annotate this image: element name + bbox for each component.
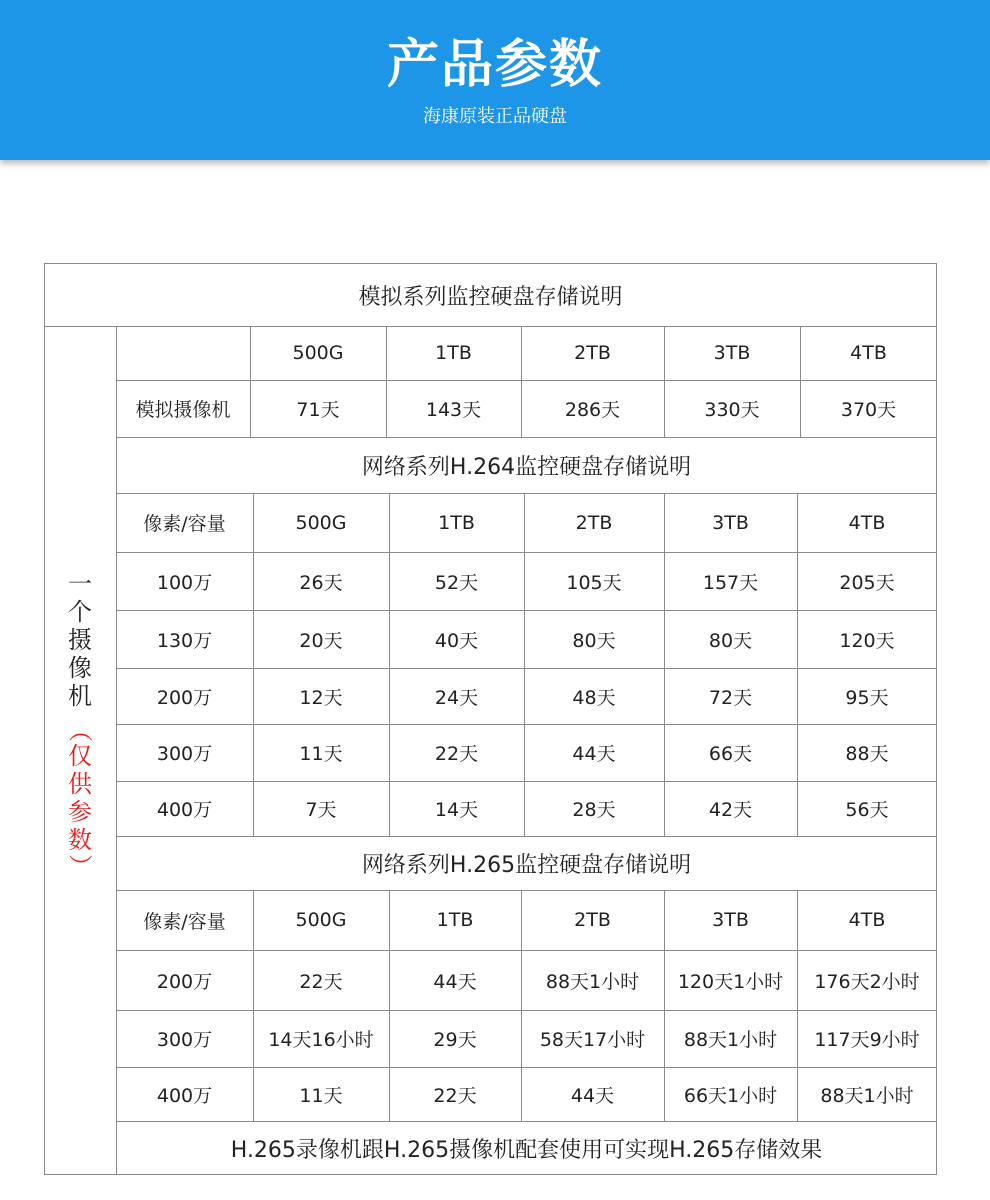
h265-row-label: 400万 [156, 1084, 213, 1107]
grid-line-v [386, 380, 387, 437]
grid-line-v [664, 1010, 665, 1067]
h265-value-cell: 88天1小时 [683, 1029, 778, 1051]
grid-line-v [797, 610, 798, 668]
h264-value-cell: 11天 [299, 743, 343, 765]
grid-line-v [524, 781, 525, 836]
grid-line-v [389, 1010, 390, 1067]
h264-value-cell: 72天 [708, 686, 753, 709]
grid-line-v [253, 781, 254, 836]
h265-value-cell: 22天 [433, 1084, 477, 1107]
grid-line-v [664, 724, 665, 781]
page-title: 产品参数 [386, 35, 603, 95]
h265-value-cell: 14天16小时 [268, 1029, 374, 1051]
grid-line-v [797, 781, 798, 836]
analog-header-label [116, 326, 250, 380]
grid-line-v [253, 1010, 254, 1067]
h265-section-title: 网络系列H.265监控硬盘存储说明 [361, 852, 692, 878]
h264-row-label: 130万 [156, 629, 213, 652]
grid-line-v [521, 1067, 522, 1121]
note-paren-close: ） [66, 854, 94, 878]
h265-capacity-header: 1TB [436, 909, 474, 931]
h265-value-cell: 11天 [299, 1084, 343, 1107]
grid-line-v [250, 326, 251, 380]
grid-line-v [389, 552, 390, 610]
analog-capacity-header: 1TB [435, 342, 472, 364]
grid-line-v [389, 493, 390, 552]
note-char: 数 [68, 826, 92, 854]
grid-line-v [389, 950, 390, 1010]
grid-line-v [521, 326, 522, 380]
note-char: 参 [68, 798, 92, 826]
grid-line-v [664, 950, 665, 1010]
grid-line-v [253, 890, 254, 950]
analog-section-title: 模拟系列监控硬盘存储说明 [358, 284, 623, 310]
h265-capacity-header: 500G [295, 909, 347, 931]
grid-line-v [664, 380, 665, 437]
analog-capacity-header: 3TB [713, 342, 751, 364]
h265-value-cell: 88天1小时 [820, 1084, 914, 1107]
h264-value-cell: 44天 [572, 743, 616, 765]
h265-capacity-header: 2TB [574, 909, 611, 931]
grid-line-v [389, 781, 390, 836]
grid-line-v [253, 1067, 254, 1121]
grid-line-v [389, 668, 390, 724]
grid-line-v [524, 724, 525, 781]
grid-line-v [664, 781, 665, 836]
h264-row-label: 100万 [156, 571, 213, 594]
h264-value-cell: 24天 [434, 686, 479, 709]
side-label [44, 570, 116, 878]
grid-line-v [524, 668, 525, 724]
grid-line-v [253, 610, 254, 668]
h265-value-cell: 22天 [299, 970, 343, 993]
grid-line-v [253, 724, 254, 781]
grid-line-v [521, 890, 522, 950]
analog-row-label: 模拟摄像机 [135, 399, 231, 421]
grid-line-v [664, 610, 665, 668]
analog-value-cell: 71天 [296, 399, 340, 421]
h264-value-cell: 80天 [572, 629, 616, 652]
h264-capacity-header: 2TB [575, 511, 613, 534]
note-char: 供 [68, 770, 92, 798]
analog-value-cell: 286天 [564, 399, 621, 421]
h265-row-label: 200万 [156, 970, 213, 993]
h264-value-cell: 22天 [434, 743, 479, 765]
h264-value-cell: 56天 [845, 799, 889, 821]
grid-line-v [797, 1067, 798, 1121]
grid-line-v [521, 1010, 522, 1067]
h264-value-cell: 88天 [845, 743, 889, 765]
h264-value-cell: 12天 [299, 686, 343, 709]
h264-value-cell: 105天 [566, 571, 622, 594]
page-subtitle: 海康原装正品硬盘 [423, 106, 567, 127]
side-label-char: 摄 [68, 626, 92, 654]
grid-line-v [664, 1067, 665, 1121]
h264-value-cell: 120天 [839, 629, 895, 652]
grid-line-v [664, 668, 665, 724]
h265-row-label: 300万 [156, 1029, 213, 1051]
h265-value-cell: 44天 [433, 970, 477, 993]
grid-line-v [524, 610, 525, 668]
grid-line-v [800, 380, 801, 437]
h264-capacity-header: 4TB [848, 511, 886, 534]
h264-value-cell: 26天 [299, 571, 343, 594]
grid-line-v [664, 493, 665, 552]
h265-value-cell: 176天2小时 [814, 970, 920, 993]
grid-line-v [253, 668, 254, 724]
h265-capacity-header: 4TB [848, 909, 886, 931]
h264-value-cell: 28天 [572, 799, 616, 821]
header-banner [0, 0, 990, 160]
h264-row-label: 200万 [156, 686, 213, 709]
grid-line-v [797, 950, 798, 1010]
h264-value-cell: 80天 [708, 629, 753, 652]
grid-line-v [797, 1010, 798, 1067]
grid-line-v [797, 668, 798, 724]
analog-capacity-header: 500G [292, 342, 344, 364]
grid-line-v [664, 326, 665, 380]
h264-value-cell: 157天 [702, 571, 759, 594]
grid-line-v [389, 1067, 390, 1121]
grid-line-v [253, 493, 254, 552]
analog-value-cell: 370天 [840, 399, 897, 421]
h265-value-cell: 58天17小时 [539, 1029, 646, 1051]
h264-header-label: 像素/容量 [143, 513, 226, 535]
note-paren-open: （ [66, 718, 94, 742]
h264-value-cell: 42天 [708, 799, 753, 821]
h265-value-cell: 44天 [570, 1084, 615, 1107]
h264-value-cell: 14天 [434, 799, 479, 821]
h264-value-cell: 48天 [572, 686, 616, 709]
analog-capacity-header: 4TB [850, 342, 887, 364]
h265-value-cell: 120天1小时 [677, 970, 784, 993]
h264-capacity-header: 1TB [438, 511, 475, 534]
h264-value-cell: 95天 [845, 686, 889, 709]
h264-value-cell: 52天 [434, 571, 479, 594]
grid-line-v [521, 950, 522, 1010]
grid-line-v [389, 724, 390, 781]
h264-value-cell: 7天 [305, 799, 337, 821]
h264-row-label: 300万 [156, 743, 213, 765]
grid-line-v [664, 890, 665, 950]
h264-section-title: 网络系列H.264监控硬盘存储说明 [361, 454, 692, 480]
grid-line-v [386, 326, 387, 380]
grid-line-v [524, 493, 525, 552]
grid-line-v [800, 326, 801, 380]
grid-line-v [797, 493, 798, 552]
side-label-char: 像 [68, 654, 92, 682]
analog-value-cell: 330天 [704, 399, 760, 421]
grid-line-v [389, 890, 390, 950]
grid-line-v [664, 552, 665, 610]
h264-capacity-header: 500G [295, 511, 347, 534]
grid-line-v [797, 890, 798, 950]
h265-footer-note: H.265录像机跟H.265摄像机配套使用可实现H.265存储效果 [230, 1137, 823, 1163]
grid-line-v [253, 950, 254, 1010]
h265-value-cell: 117天9小时 [814, 1029, 920, 1051]
h264-capacity-header: 3TB [712, 511, 749, 534]
h265-value-cell: 29天 [433, 1029, 477, 1051]
h265-capacity-header: 3TB [712, 909, 749, 931]
h265-header-label: 像素/容量 [143, 910, 226, 933]
grid-line-v [521, 380, 522, 437]
grid-line-v [797, 724, 798, 781]
grid-line-v [524, 552, 525, 610]
grid-line-v [797, 552, 798, 610]
h265-value-cell: 66天1小时 [683, 1084, 778, 1107]
h264-value-cell: 205天 [839, 571, 895, 594]
analog-value-cell: 143天 [425, 399, 482, 421]
h264-row-label: 400万 [156, 799, 213, 821]
note-char: 仅 [68, 742, 92, 770]
grid-line-v [389, 610, 390, 668]
h265-value-cell: 88天1小时 [545, 970, 640, 993]
grid-line-v [250, 380, 251, 437]
side-label-char: 个 [68, 598, 92, 626]
analog-capacity-header: 2TB [574, 342, 611, 364]
side-label-char: 一 [68, 570, 92, 598]
h264-value-cell: 40天 [434, 629, 479, 652]
h264-value-cell: 20天 [299, 629, 343, 652]
h264-value-cell: 66天 [708, 743, 753, 765]
grid-line-v [253, 552, 254, 610]
side-label-char: 机 [68, 682, 92, 710]
